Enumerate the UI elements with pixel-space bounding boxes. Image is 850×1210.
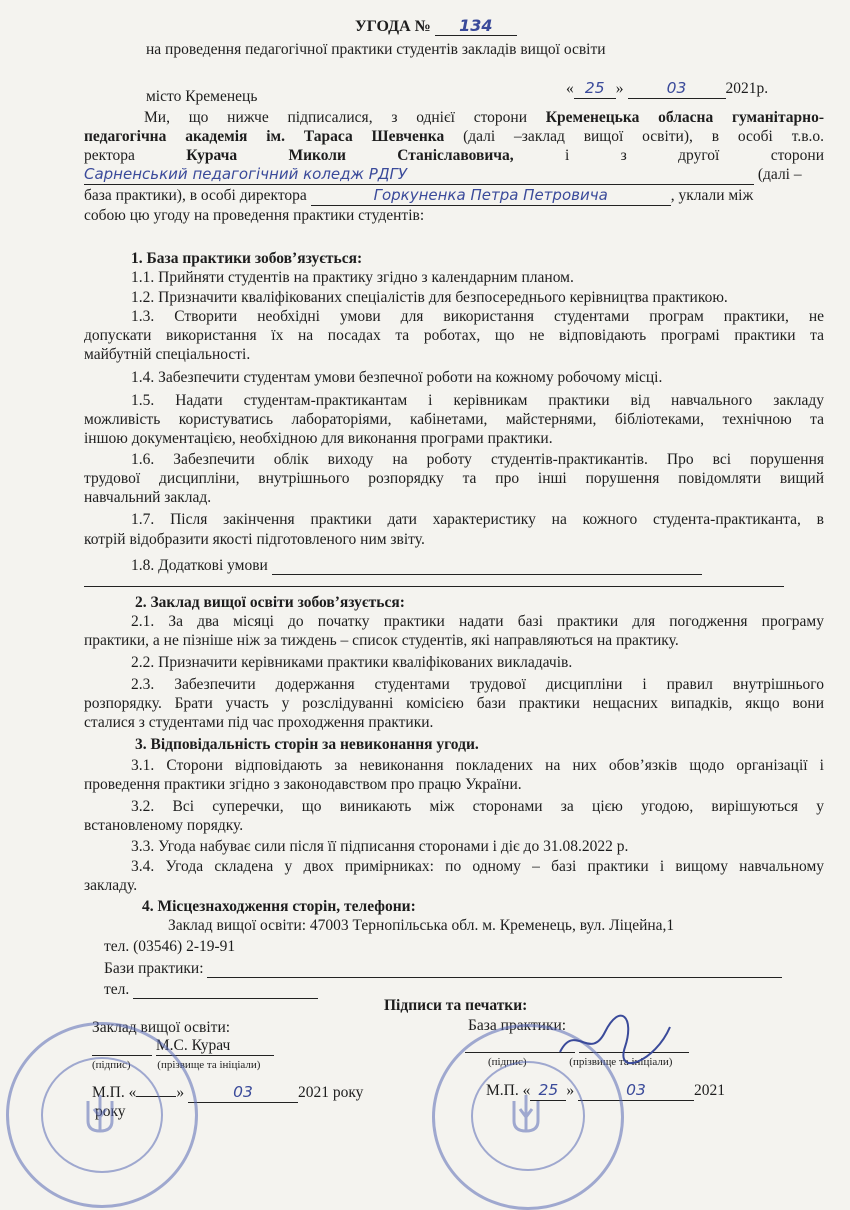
left-date-line: М.П. « » 03 2021 року <box>92 1083 364 1101</box>
handwritten-signature-icon <box>555 1012 675 1072</box>
clause-2-3-c: сталися з студентами під час проходження практики. <box>84 714 434 731</box>
intro-line-3: ректора Курача Миколи Станіславовича, і з другої сторони <box>84 147 825 164</box>
academy-stamp <box>6 1022 198 1208</box>
institution-phone: тел. (03546) 2-19-91 <box>104 938 236 955</box>
section4-title: 4. Місцезнаходження сторін, телефони: <box>142 898 416 915</box>
intro-line-6: собою цю угоду на проведення практики студентів: <box>84 207 425 224</box>
base-address: Бази практики: <box>104 959 782 978</box>
partner-institution: Сарненський педагогічний коледж РДГУ <box>84 165 754 185</box>
clause-1-8: 1.8. Додаткові умови <box>131 556 702 575</box>
section3-title: 3. Відповідальність сторін за невиконання угоди. <box>135 736 479 753</box>
left-signer-name: М.С. Курач <box>156 1036 274 1056</box>
city: місто Кременець <box>146 88 258 105</box>
clause-1-2: 1.2. Призначити кваліфікованих спеціалістів для безпосереднього керівництва практикою. <box>131 289 728 306</box>
right-party-label: База практики: <box>468 1017 567 1034</box>
clause-1-6-c: навчальний заклад. <box>84 489 212 506</box>
agreement-title: УГОДА № 134 <box>355 16 517 36</box>
clause-1-5-c: іншою документацією, необхідною для виконання програми практики. <box>84 430 553 447</box>
trident-emblem-icon <box>80 1091 120 1137</box>
clause-1-3-c: майбутній спеціальності. <box>84 346 251 363</box>
intro-line-2: педагогічна академія ім. Тараса Шевченка (далі –заклад вищої освіти), в особі т.в.о. <box>84 128 825 145</box>
right-captions: (підпис) (прізвище та ініціали) <box>488 1056 673 1068</box>
clause-2-3-a: 2.3. Забезпечити додержання студентами трудової дисципліни і правил внутрішнього <box>131 676 824 693</box>
clause-1-7-a: 1.7. Після закінчення практики дати характеристику на кожного студента-практиканта, в <box>131 511 824 528</box>
clause-1-3-a: 1.3. Створити необхідні умови для використання студентами програм практики, не <box>131 308 824 325</box>
clause-1-7-b: котрій відобразити якості підготовленого ним звіту. <box>84 531 425 548</box>
left-captions: (підпис) (прізвище та ініціали) <box>92 1059 261 1071</box>
clause-1-4: 1.4. Забезпечити студентам умови безпечної роботи на кожному робочому місці. <box>131 369 663 386</box>
left-rok: року <box>95 1103 126 1120</box>
agreement-subtitle: на проведення педагогічної практики студентів закладів вищої освіти <box>146 41 606 58</box>
signatures-title: Підписи та печатки: <box>384 997 528 1014</box>
clause-3-4-a: 3.4. Угода складена у двох примірниках: по одному – базі практики і вищому навчальному <box>131 858 824 875</box>
intro-line-4: Сарненський педагогічний коледж РДГУ (далі – <box>84 165 802 183</box>
clause-3-4-b: закладу. <box>84 877 138 894</box>
clause-3-2-a: 3.2. Всі суперечки, що виникають між сторонами за цією угодою, вирішуються у <box>131 798 824 815</box>
trident-emblem-icon <box>506 1091 546 1137</box>
agreement-number: 134 <box>435 16 517 36</box>
clause-1-3-b: допускати використання їх на посадах та роботах, що не відповідають програмі практики та <box>84 327 824 344</box>
agreement-date: « 25 » 03 2021р. <box>566 79 769 97</box>
clause-1-1: 1.1. Прийняти студентів на практику згідно з календарним планом. <box>131 269 574 286</box>
institution-address: Заклад вищої освіти: 47003 Тернопільська обл. м. Кременець, вул. Ліцейна,1 <box>168 917 675 934</box>
additional-terms-line <box>272 560 702 575</box>
left-date-month: 03 <box>188 1083 298 1103</box>
left-party-label: Заклад вищої освіти: <box>92 1019 231 1036</box>
clause-2-1-b: практики, а не пізніше ніж за тиждень – список студентів, які направляються на практику. <box>84 632 679 649</box>
section1-title: 1. База практики зобов’язується: <box>131 250 363 267</box>
director-name: Горкуненка Петра Петровича <box>311 186 671 206</box>
clause-1-6-b: трудової дисципліни, внутрішнього розпорядку та про інші порушення повідомляти вищий <box>84 470 824 487</box>
additional-terms-line-2 <box>84 586 784 587</box>
clause-3-1-b: проведення практики згідно з законодавством про працю України. <box>84 776 522 793</box>
section2-title: 2. Заклад вищої освіти зобов’язується: <box>135 594 405 611</box>
right-date-month: 03 <box>578 1081 694 1101</box>
clause-2-2: 2.2. Призначити керівниками практики кваліфікованих викладачів. <box>131 654 573 671</box>
clause-3-2-b: встановленому порядку. <box>84 817 244 834</box>
clause-3-3: 3.3. Угода набуває сили після її підписання сторонами і діє до 31.08.2022 р. <box>131 838 629 855</box>
intro-line-5: база практики), в особі директора Горкуненка Петра Петровича , уклали між <box>84 186 754 204</box>
clause-1-5-b: можливість користуватись лабораторіями, кабінетами, майстернями, бібліотеками, технічною та <box>84 411 824 428</box>
clause-1-6-a: 1.6. Забезпечити облік виходу на роботу студентів-практикантів. Про всі порушення <box>131 451 824 468</box>
clause-1-5-a: 1.5. Надати студентам-практикантам і керівникам практики від навчального закладу <box>131 392 824 409</box>
base-phone: тел. <box>104 980 318 999</box>
clause-2-3-b: розпорядку. Брати участь у розслідуванні комісією бази практики нещасних випадків, якщо вони <box>84 695 824 712</box>
clause-3-1-a: 3.1. Сторони відповідають за невиконання покладених на них обов’язків щодо організації і <box>131 757 824 774</box>
right-date-line: М.П. « 25 » 03 2021 <box>486 1081 725 1099</box>
clause-2-1-a: 2.1. За два місяці до початку практики надати базі практики для погодження програму <box>131 613 824 630</box>
intro-line-1: Ми, що нижче підписалися, з однієї сторони Кременецька обласна гуманітарно- <box>144 109 824 126</box>
